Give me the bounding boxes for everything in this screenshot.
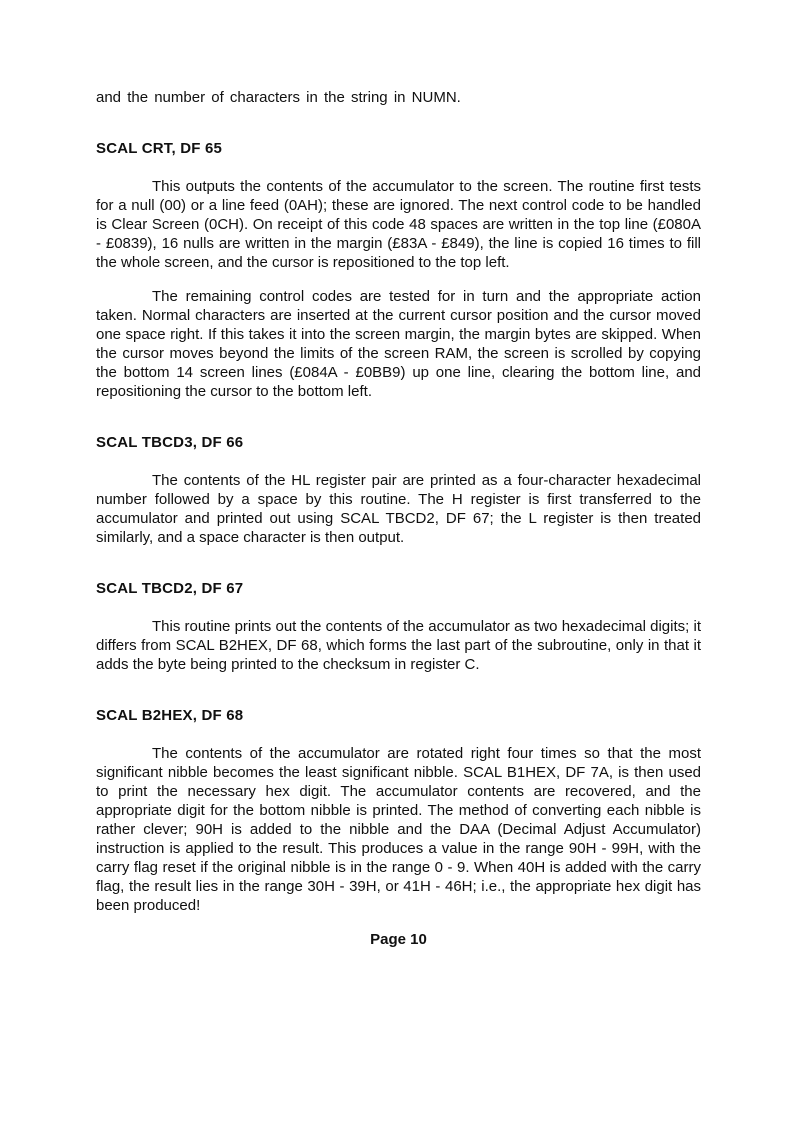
paragraph-scal-b2hex: The contents of the accumulator are rotated right four times so that the most significant nibble becomes the least significant nibble. SCAL B1HEX, DF 7A, is then used to print the necessary hex digit. The accumulator contents are recovered, and the appropriate digit for the bottom nibble is printed. The method of converting each nibble is rather clever; 90H is added to the nibble and the DAA (Decimal Adjust Accumulator) instruction is applied to the result. This produces a value in the range 90H - 99H, with the carry flag reset if the original nibble is in the range 0 - 9. When 40H is added with the carry flag, the result lies in the range 30H - 39H, or 41H - 46H; i.e., the appropriate hex digit has been produced! bbox=[96, 745, 701, 914]
section-heading-scal-b2hex: SCAL B2HEX, DF 68 bbox=[96, 707, 244, 724]
page-number: Page 10 bbox=[370, 931, 427, 948]
paragraph-scal-crt-2: The remaining control codes are tested for in turn and the appropriate action taken. Normal characters are inserted at the current cursor position and the cursor moved one space right. If this takes it into the screen margin, the margin bytes are skipped. When the cursor moves beyond the limits of the screen RAM, the screen is scrolled by copying the bottom 14 screen lines (£084A - £0BB9) up one line, clearing the bottom line, and repositioning the cursor to the bottom left. bbox=[96, 288, 701, 400]
section-heading-scal-crt: SCAL CRT, DF 65 bbox=[96, 140, 223, 157]
paragraph-scal-tbcd3: The contents of the HL register pair are printed as a four-character hexadecimal number followed by a space by this routine. The H register is first transferred to the accumulator and printed out using SCAL TBCD2, DF 67; the L register is then treated similarly, and a space character is then output. bbox=[96, 472, 701, 546]
paragraph-scal-crt-1: This outputs the contents of the accumulator to the screen. The routine first tests for a null (00) or a line feed (0AH); these are ignored. The next control code to be handled is Clear Screen (0CH). On receipt of this code 48 spaces are written in the top line (£080A - £0839), 16 nulls are written in the margin (£83A - £849), the line is copied 16 times to fill the whole screen, and the cursor is repositioned to the top left. bbox=[96, 178, 701, 271]
section-heading-scal-tbcd3: SCAL TBCD3, DF 66 bbox=[96, 434, 244, 451]
intro-paragraph: and the number of characters in the string in NUMN. bbox=[96, 89, 461, 106]
paragraph-scal-tbcd2: This routine prints out the contents of the accumulator as two hexadecimal digits; it differs from SCAL B2HEX, DF 68, which forms the last part of the subroutine, only in that it adds the byte being printed to the checksum in register C. bbox=[96, 618, 701, 673]
section-heading-scal-tbcd2: SCAL TBCD2, DF 67 bbox=[96, 580, 244, 597]
